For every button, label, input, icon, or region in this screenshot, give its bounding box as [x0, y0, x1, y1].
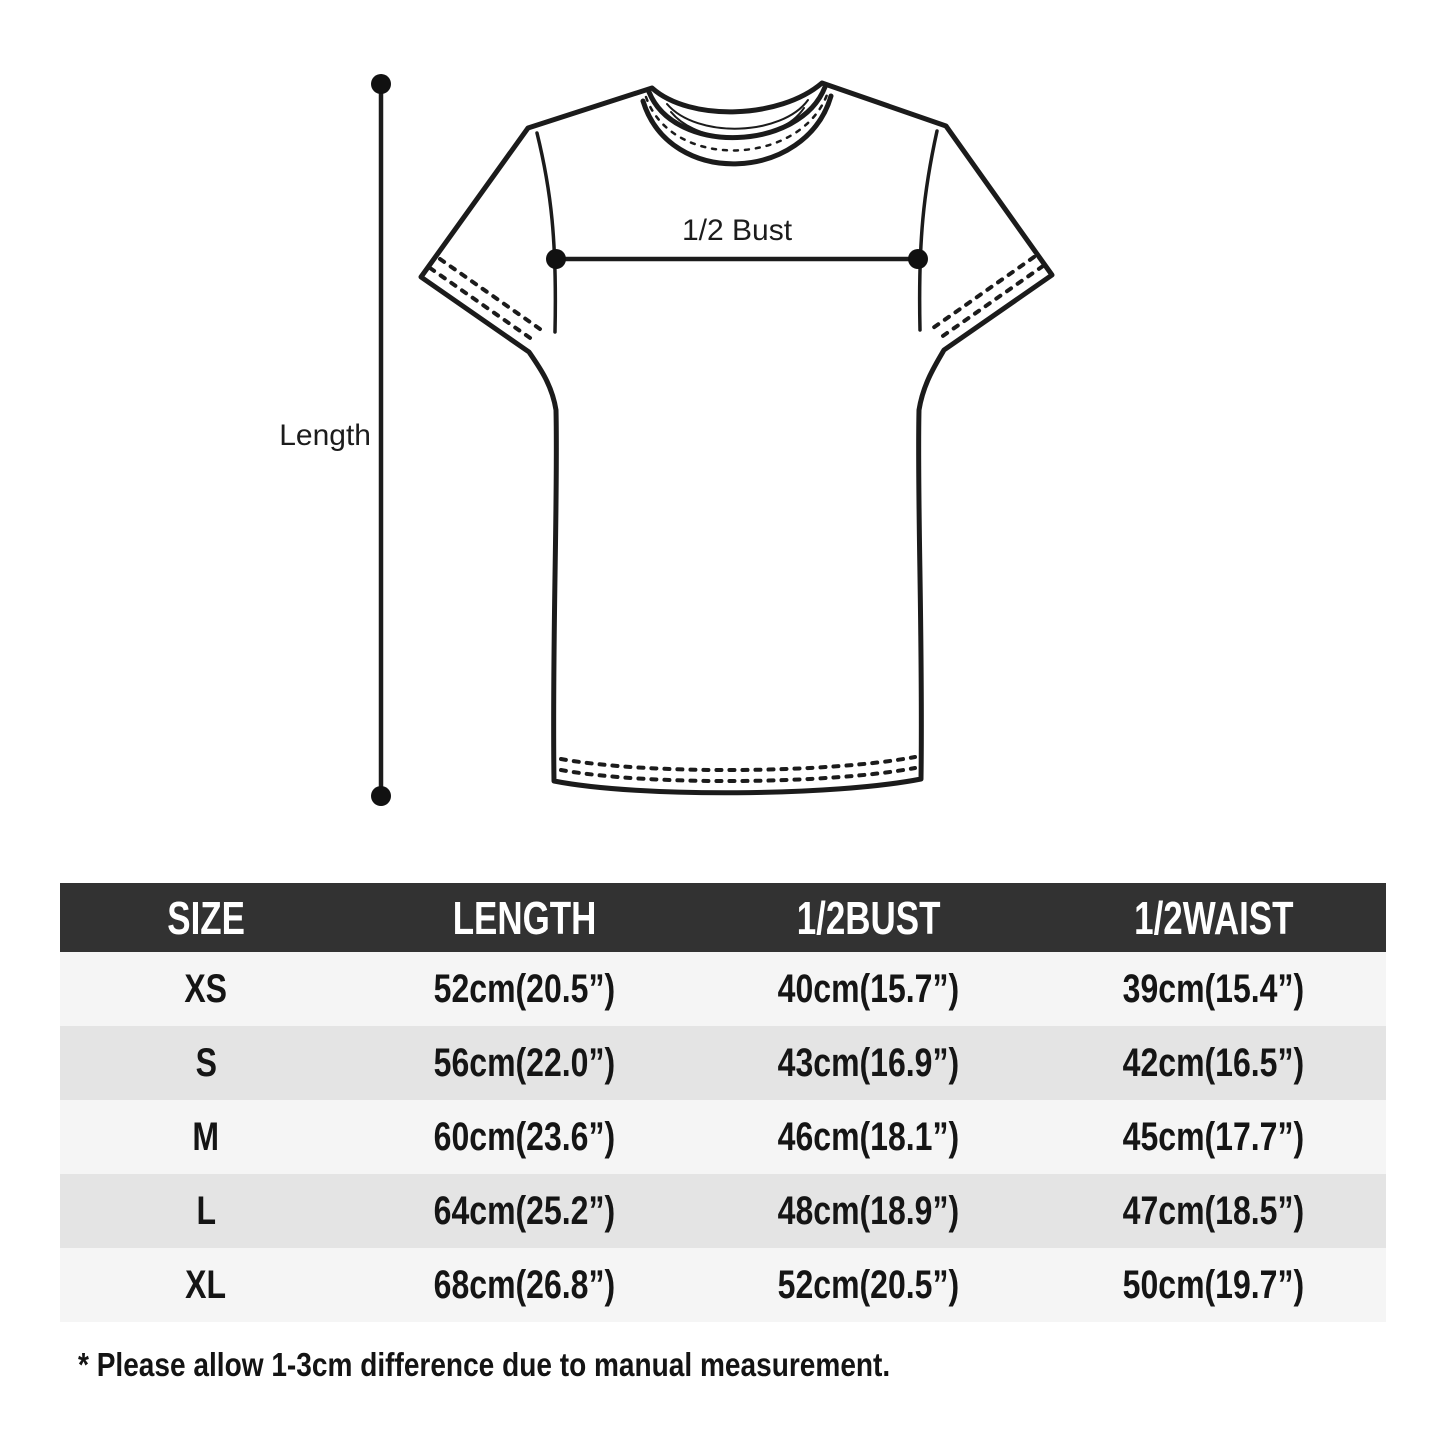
- bust-label: 1/2 Bust: [681, 214, 793, 247]
- table-header-row: [60, 883, 1386, 952]
- cell-size: [60, 1263, 352, 1308]
- table-row-m: [60, 1100, 1386, 1174]
- cell-length: [352, 1263, 697, 1308]
- header-cell-half-waist: [1041, 891, 1386, 945]
- value-length: 52cm(20.5”): [433, 966, 615, 1011]
- value-half-waist: 47cm(18.5”): [1122, 1188, 1305, 1233]
- value-half-bust: 46cm(18.1”): [778, 1114, 960, 1159]
- cell-size: [60, 967, 352, 1012]
- value-length: 68cm(26.8”): [433, 1262, 615, 1307]
- table-row-s: [60, 1026, 1386, 1100]
- value-size: L: [196, 1188, 216, 1233]
- cell-half-waist: [1041, 1115, 1386, 1160]
- cell-half-bust: [696, 1041, 1041, 1086]
- cell-half-waist: [1041, 967, 1386, 1012]
- value-half-bust: 40cm(15.7”): [778, 966, 960, 1011]
- value-length: 56cm(22.0”): [433, 1040, 615, 1085]
- header-cell-length: [352, 891, 697, 945]
- value-size: XS: [184, 966, 228, 1011]
- header-cell-size: [60, 891, 352, 945]
- tshirt-outline: [421, 83, 1052, 793]
- measurement-footnote: [78, 1346, 1034, 1384]
- size-table: [60, 883, 1386, 1322]
- cell-half-bust: [696, 967, 1041, 1012]
- cell-length: [352, 1041, 697, 1086]
- value-size: S: [195, 1040, 217, 1085]
- cell-length: [352, 1189, 697, 1234]
- cell-half-bust: [696, 1263, 1041, 1308]
- header-label-size: SIZE: [167, 891, 245, 944]
- length-dot-top: [371, 74, 391, 94]
- value-length: 60cm(23.6”): [433, 1114, 615, 1159]
- value-length: 64cm(25.2”): [433, 1188, 615, 1233]
- cell-size: [60, 1189, 352, 1234]
- header-cell-half-bust: [696, 891, 1041, 945]
- cell-size: [60, 1115, 352, 1160]
- header-label-half-waist: 1/2WAIST: [1133, 891, 1294, 944]
- length-dot-bottom: [371, 786, 391, 806]
- value-half-bust: 52cm(20.5”): [778, 1262, 960, 1307]
- table-row-l: [60, 1174, 1386, 1248]
- cell-half-bust: [696, 1115, 1041, 1160]
- table-row-xs: [60, 952, 1386, 1026]
- value-half-bust: 48cm(18.9”): [778, 1188, 960, 1233]
- cell-length: [352, 1115, 697, 1160]
- value-half-waist: 42cm(16.5”): [1122, 1040, 1305, 1085]
- value-size: M: [192, 1114, 220, 1159]
- cell-half-waist: [1041, 1041, 1386, 1086]
- bust-dot-right: [908, 249, 928, 269]
- measurement-footnote-text: * Please allow 1-3cm difference due to manual measurement.: [78, 1346, 891, 1383]
- table-row-xl: [60, 1248, 1386, 1322]
- value-half-waist: 50cm(19.7”): [1122, 1262, 1305, 1307]
- value-size: XL: [185, 1262, 227, 1307]
- cell-size: [60, 1041, 352, 1086]
- cell-half-bust: [696, 1189, 1041, 1234]
- header-label-half-bust: 1/2BUST: [796, 891, 941, 944]
- value-half-bust: 43cm(16.9”): [778, 1040, 960, 1085]
- length-label: Length: [279, 419, 371, 452]
- bust-dot-left: [546, 249, 566, 269]
- value-half-waist: 45cm(17.7”): [1122, 1114, 1305, 1159]
- cell-half-waist: [1041, 1263, 1386, 1308]
- cell-half-waist: [1041, 1189, 1386, 1234]
- header-label-length: LENGTH: [452, 891, 596, 944]
- cell-length: [352, 967, 697, 1012]
- value-half-waist: 39cm(15.4”): [1122, 966, 1305, 1011]
